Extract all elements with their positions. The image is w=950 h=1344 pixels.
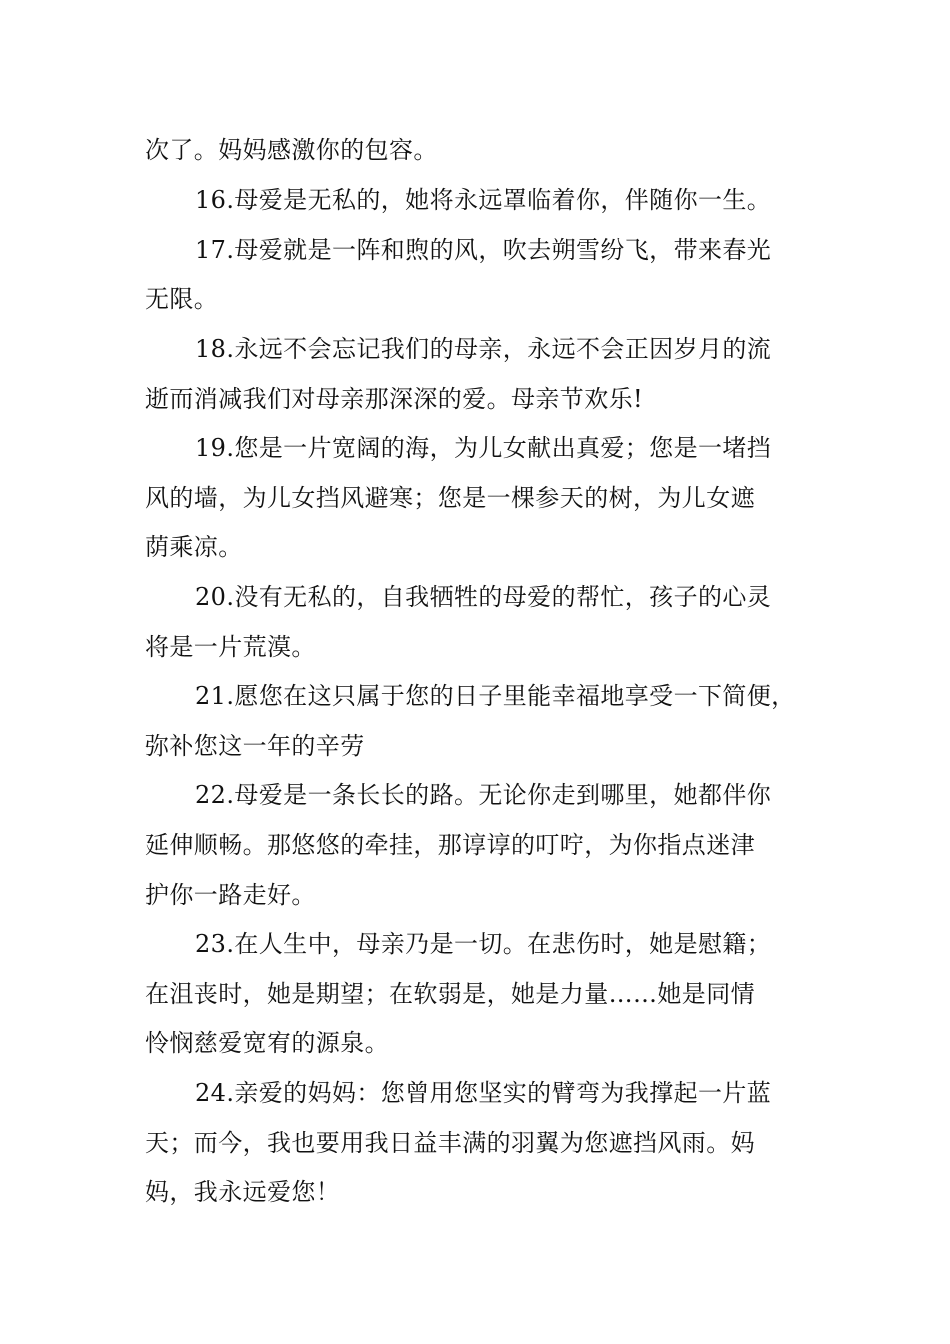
text-line: 妈，我永远爱您！ — [145, 1178, 341, 1206]
text-line: 次了。妈妈感激你的包容。 — [145, 136, 438, 164]
text-line: 无限。 — [145, 285, 219, 313]
text-line: 弥补您这一年的辛劳 — [145, 732, 365, 760]
text-line: 23.在人生中，母亲乃是一切。在悲伤时，她是慰籍； — [195, 930, 772, 958]
text-line: 逝而消减我们对母亲那深深的爱。母亲节欢乐! — [145, 385, 644, 413]
text-line: 延伸顺畅。那悠悠的牵挂，那谆谆的叮咛，为你指点迷津 — [145, 831, 755, 859]
text-line: 怜悯慈爱宽宥的源泉。 — [145, 1029, 389, 1057]
text-line: 22.母爱是一条长长的路。无论你走到哪里，她都伴你 — [195, 781, 772, 809]
text-line: 荫乘凉。 — [145, 533, 243, 561]
text-line: 护你一路走好。 — [145, 881, 316, 909]
text-line: 17.母爱就是一阵和煦的风，吹去朔雪纷飞，带来春光 — [195, 236, 772, 264]
text-line: 将是一片荒漠。 — [145, 633, 316, 661]
text-line: 24.亲爱的妈妈：您曾用您坚实的臂弯为我撑起一片蓝 — [195, 1079, 772, 1107]
text-line: 在沮丧时，她是期望；在软弱是，她是力量……她是同情 — [145, 980, 755, 1008]
text-line: 风的墙，为儿女挡风避寒；您是一棵参天的树，为儿女遮 — [145, 484, 755, 512]
text-line: 天；而今，我也要用我日益丰满的羽翼为您遮挡风雨。妈 — [145, 1129, 755, 1157]
text-line: 16.母爱是无私的，她将永远罩临着你，伴随你一生。 — [195, 186, 772, 214]
text-line: 18.永远不会忘记我们的母亲，永远不会正因岁月的流 — [195, 335, 772, 363]
text-line: 21.愿您在这只属于您的日子里能幸福地享受一下简便， — [195, 682, 796, 710]
text-line: 19.您是一片宽阔的海，为儿女献出真爱；您是一堵挡 — [195, 434, 772, 462]
text-line: 20.没有无私的，自我牺牲的母爱的帮忙，孩子的心灵 — [195, 583, 772, 611]
